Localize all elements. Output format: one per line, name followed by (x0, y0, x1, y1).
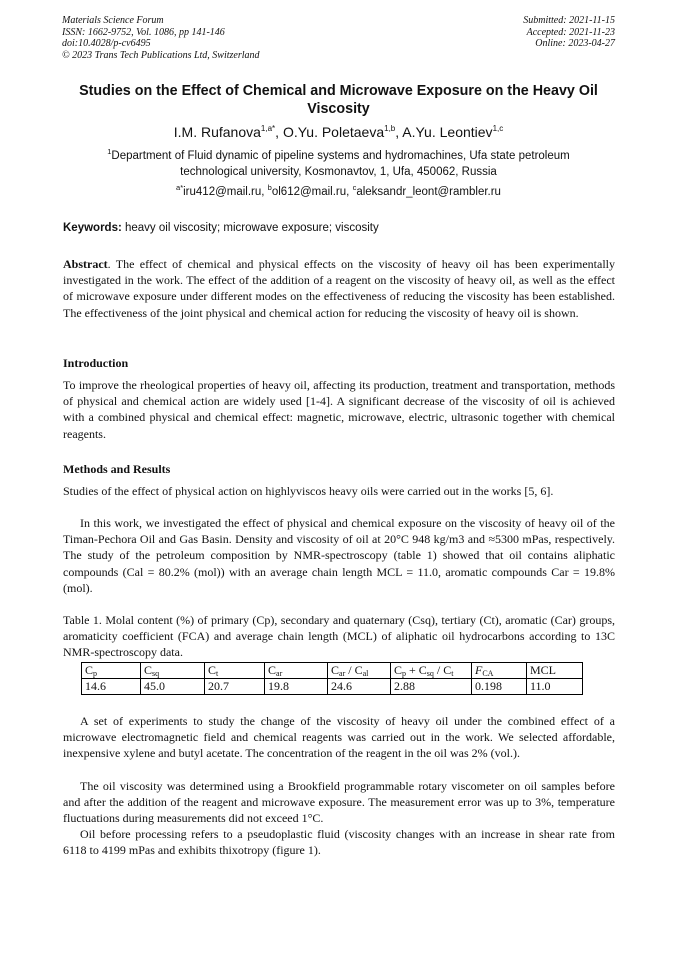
table-caption: Table 1. Molal content (%) of primary (Cp), secondary and quaternary (Csq), tertiary (Ct), aromatic (Car) groups, aromaticity coefficient (FCA) and average chain length (MCL) of aliphatic oil hydrocarbons according to 13C NMR-spectroscopy data. (63, 613, 615, 660)
affiliation (82, 149, 595, 180)
email-address: iru412@mail.ru (183, 186, 262, 198)
abstract (63, 256, 615, 321)
online-date: Online: 2023-04-27 (535, 38, 615, 50)
email-sup: b (267, 183, 272, 192)
issn-line: ISSN: 1662-9752, Vol. 1086, pp 141-146 (62, 26, 225, 38)
doi-line: doi:10.4028/p-cv6495 (62, 38, 151, 50)
methods-paragraph-2: In this work, we investigated the effect of physical and chemical exposure on the viscosity of heavy oil of the Timan-Pechora Oil and Gas Basin. Density and viscosity of oil at 20°C 948 kg/m3 and ≈5300 mPas, respectively. The study of the petroleum composition by NMR-spectroscopy (table 1) showed that oil contains aliphatic compounds (Cal = 80.2% (mol)) with an average chain length MCL = 11.0, aromatic compounds Car = 19.8% (mol). (63, 516, 615, 595)
email-sup: a* (176, 183, 184, 192)
author-affil-sup: 1,c (492, 124, 504, 133)
publication-dates (523, 15, 615, 50)
table-header-cell: $C_{ar} / C_{al}$ (328, 663, 391, 679)
table-cell: 11.0 (527, 679, 583, 695)
affiliation-sup: 1 (107, 147, 112, 156)
table-cell: 19.8 (265, 679, 328, 695)
keywords-text: heavy oil viscosity; microwave exposure; viscosity (125, 222, 379, 234)
table-cell: 0.198 (472, 679, 527, 695)
author-name: I.M. Rufanova (173, 124, 261, 140)
abstract-text: . The effect of chemical and physical effects on the viscosity of heavy oil has been experimentally investigated in the work. The effect of the addition of a reagent on the viscosity of heavy oil, as well as the effect of microwave exposure under different modes on the effectiveness of reducing the viscosity has been established. The effectiveness of the joint physical and chemical action for reducing the viscosity of heavy oil is shown. (63, 257, 615, 320)
methods-paragraph-5: Oil before processing refers to a pseudoplastic fluid (viscosity changes with an increase in shear rate from 6118 to 4199 mPas and exhibits thixotropy (figure 1). (63, 827, 615, 858)
author-affil-sup: 1,a* (260, 124, 276, 133)
table-cell: 2.88 (391, 679, 472, 695)
table-cell: 20.7 (205, 679, 265, 695)
abstract-label: Abstract (63, 257, 108, 271)
journal-name: Materials Science Forum (62, 15, 164, 26)
copyright-line: © 2023 Trans Tech Publications Ltd, Switzerland (62, 49, 260, 61)
keywords-label: Keywords: (63, 222, 122, 234)
submitted-date: Submitted: 2021-11-15 (523, 15, 615, 26)
table-header-cell: $C_{ar}$ (265, 663, 328, 679)
table-header-row (82, 663, 583, 679)
journal-info (62, 15, 260, 61)
author-separator: , (395, 124, 403, 140)
table-header-cell: $C_p + C_{sq} / C_t$ (391, 663, 472, 679)
author-affil-sup: 1,b (384, 124, 396, 133)
table-header-cell: $C_p$ (82, 663, 141, 679)
table-row (82, 679, 583, 695)
email-address: aleksandr_leont@rambler.ru (356, 186, 501, 198)
author-list (62, 124, 615, 141)
table-header-cell: $C_{sq}$ (141, 663, 205, 679)
keywords (63, 221, 379, 236)
email-separator: , (261, 186, 268, 198)
introduction-heading: Introduction (63, 356, 129, 370)
table-1 (81, 662, 583, 695)
email-address: ol612@mail.ru (271, 186, 347, 198)
methods-paragraph-3: A set of experiments to study the change of the viscosity of heavy oil under the combined effect of a microwave electromagnetic field and chemical reagents was carried out in the work. We selected affordable, inexpensive xylene and butyl acetate. The concentration of the reagent in the oil was 2% (vol.). (63, 714, 615, 761)
author-name: A.Yu. Leontiev (402, 124, 493, 140)
author-separator: , (275, 124, 283, 140)
table-cell: 24.6 (328, 679, 391, 695)
email-list (62, 185, 615, 200)
author-name: O.Yu. Poletaeva (282, 124, 385, 140)
accepted-date: Accepted: 2021-11-23 (526, 26, 615, 38)
table-header-cell: $C_t$ (205, 663, 265, 679)
methods-heading: Methods and Results (63, 462, 171, 476)
methods-paragraph-4: The oil viscosity was determined using a Brookfield programmable rotary viscometer on oil samples before and after the addition of the reagent and microwave exposure. The measurement error was up to 3%, temperature fluctuations during measurements did not exceed 1°C. (63, 779, 615, 826)
table-cell: 14.6 (82, 679, 141, 695)
table-cell: 45.0 (141, 679, 205, 695)
methods-paragraph-1: Studies of the effect of physical action on highlyviscos heavy oils were carried out in the works [5, 6]. (63, 484, 554, 498)
introduction-text: To improve the rheological properties of heavy oil, affecting its production, treatment and transportation, methods of physical and chemical action are widely used [1-4]. A significant decrease of the viscosity of oil is achieved with a combined physical and chemical effect: magnetic, microwave, electric, ultrasonic together with chemical reagents. (63, 378, 615, 441)
paper-title: Studies on the Effect of Chemical and Microwave Exposure on the Heavy Oil Viscosity (79, 83, 598, 117)
email-sup: c (352, 183, 357, 192)
table-header-cell: $F_{CA}$ (472, 663, 527, 679)
table-header-cell: MCL (527, 663, 583, 679)
affiliation-text: Department of Fluid dynamic of pipeline systems and hydromachines, Ufa state petroleum technological university, Kosmonavtov, 1, Ufa, 450062, Russia (111, 150, 570, 178)
email-separator: , (346, 186, 353, 198)
